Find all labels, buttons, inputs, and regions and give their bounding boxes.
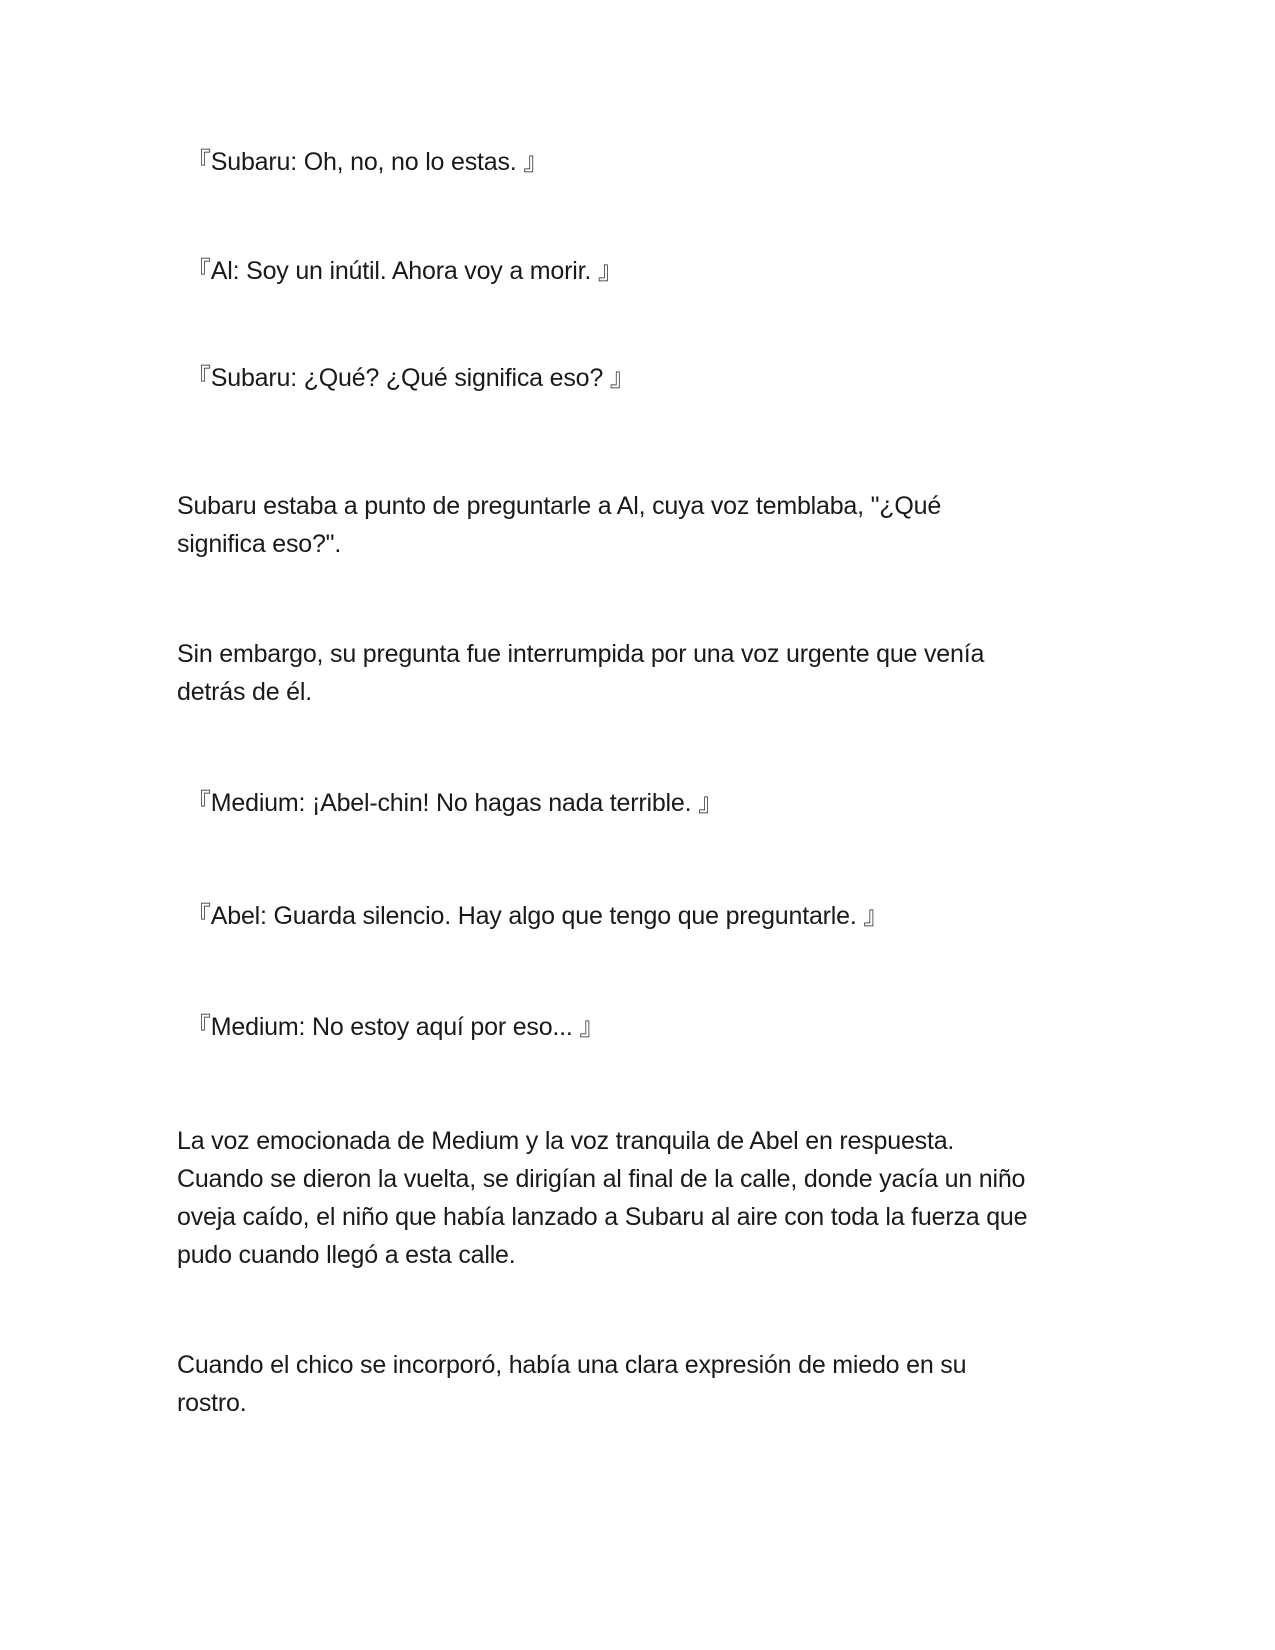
narration-paragraph <box>177 1346 1107 1422</box>
dialogue-line: 『Medium: No estoy aquí por eso... 』 <box>186 1013 605 1041</box>
paragraph-line: La voz emocionada de Medium y la voz tranquila de Abel en respuesta. <box>177 1127 955 1155</box>
paragraph-line: Cuando se dieron la vuelta, se dirigían al final de la calle, donde yacía un niño <box>177 1165 1026 1193</box>
dialogue-line: 『Abel: Guarda silencio. Hay algo que tengo que preguntarle. 』 <box>186 902 889 930</box>
dialogue-line: 『Subaru: ¿Qué? ¿Qué significa eso? 』 <box>186 364 635 392</box>
narration-paragraph <box>177 487 1107 563</box>
paragraph-line: pudo cuando llegó a esta calle. <box>177 1241 516 1269</box>
paragraph-line: Subaru estaba a punto de preguntarle a Al, cuya voz temblaba, "¿Qué <box>177 492 942 520</box>
dialogue-line: 『Al: Soy un inútil. Ahora voy a morir. 』 <box>186 257 623 285</box>
narration-paragraph <box>177 635 1107 711</box>
paragraph-line: Sin embargo, su pregunta fue interrumpida por una voz urgente que venía <box>177 640 985 668</box>
dialogue-line: 『Medium: ¡Abel-chin! No hagas nada terrible. 』 <box>186 789 723 817</box>
paragraph-line: detrás de él. <box>177 678 312 706</box>
paragraph-line: rostro. <box>177 1389 247 1417</box>
paragraph-line: oveja caído, el niño que había lanzado a Subaru al aire con toda la fuerza que <box>177 1203 1028 1231</box>
paragraph-line: significa eso?". <box>177 530 342 558</box>
paragraph-line: Cuando el chico se incorporó, había una clara expresión de miedo en su <box>177 1351 967 1379</box>
narration-paragraph <box>177 1122 1107 1274</box>
dialogue-line: 『Subaru: Oh, no, no lo estas. 』 <box>186 148 549 176</box>
